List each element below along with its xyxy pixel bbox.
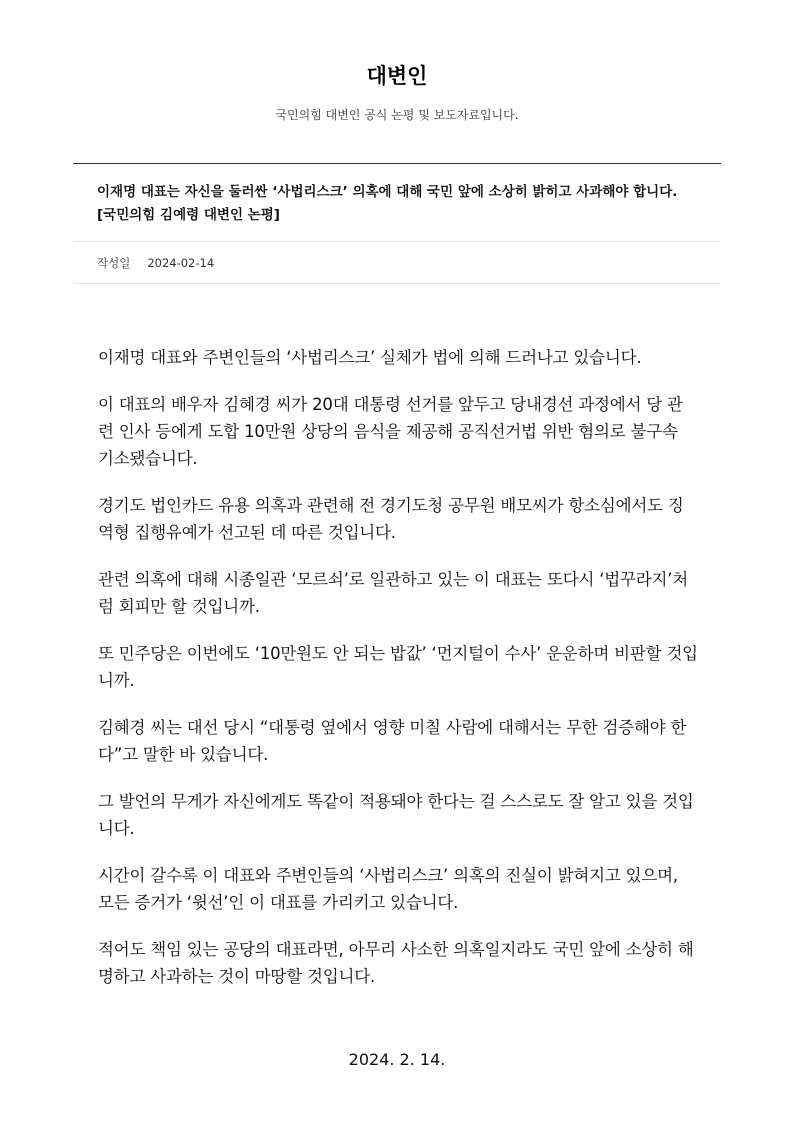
- article-headline: [73, 164, 721, 242]
- article-body: [98, 344, 698, 1010]
- date-label: 작성일: [97, 255, 131, 270]
- post-header: [73, 163, 721, 284]
- headline-line-1: 이재명 대표는 자신을 둘러싼 ‘사법리스크’ 의혹에 대해 국민 앞에 소상히 밝히고 사과해야 합니다.: [97, 184, 678, 200]
- headline-line-2: [국민의힘 김예령 대변인 논평]: [97, 207, 280, 223]
- paragraph: 시간이 갈수록 이 대표와 주변인들의 ‘사법리스크’ 의혹의 진실이 밝혀지고 있으며, 모든 증거가 ‘윗선’인 이 대표를 가리키고 있습니다.: [98, 866, 678, 912]
- paragraph: 이 대표의 배우자 김혜경 씨가 20대 대통령 선거를 앞두고 당내경선 과정에서 당 관련 인사 등에게 도합 10만원 상당의 음식을 제공해 공직선거법 위반 혐의로 불구속 기소됐습니다.: [98, 395, 683, 468]
- date-value: 2024-02-14: [147, 255, 215, 270]
- page-subtitle: 국민의힘 대변인 공식 논평 및 보도자료입니다.: [275, 108, 519, 122]
- paragraph: 그 발언의 무게가 자신에게도 똑같이 적용돼야 한다는 걸 스스로도 잘 알고 있을 것입니다.: [98, 792, 694, 838]
- page-header: [0, 62, 794, 124]
- paragraph: 김혜경 씨는 대선 당시 “대통령 옆에서 영향 미칠 사람에 대해서는 무한 검증해야 한다”고 말한 바 있습니다.: [98, 718, 687, 764]
- paragraph: 이재명 대표와 주변인들의 ‘사법리스크’ 실체가 법에 의해 드러나고 있습니다.: [98, 348, 642, 367]
- meta-row: [73, 242, 721, 284]
- signature-date: 2024. 2. 14.: [348, 1050, 446, 1069]
- paragraph: 적어도 책임 있는 공당의 대표라면, 아무리 사소한 의혹일지라도 국민 앞에 소상히 해명하고 사과하는 것이 마땅할 것입니다.: [98, 940, 694, 986]
- paragraph: 경기도 법인카드 유용 의혹과 관련해 전 경기도청 공무원 배모씨가 항소심에서도 징역형 집행유예가 선고된 데 따른 것입니다.: [98, 496, 684, 542]
- page-title: 대변인: [366, 64, 428, 88]
- paragraph: 또 민주당은 이번에도 ‘10만원도 안 되는 밥값’ ‘먼지털이 수사’ 운운하며 비판할 것입니까.: [98, 644, 698, 690]
- paragraph: 관련 의혹에 대해 시종일관 ‘모르쇠’로 일관하고 있는 이 대표는 또다시 ‘법꾸라지’처럼 회피만 할 것입니까.: [98, 570, 689, 616]
